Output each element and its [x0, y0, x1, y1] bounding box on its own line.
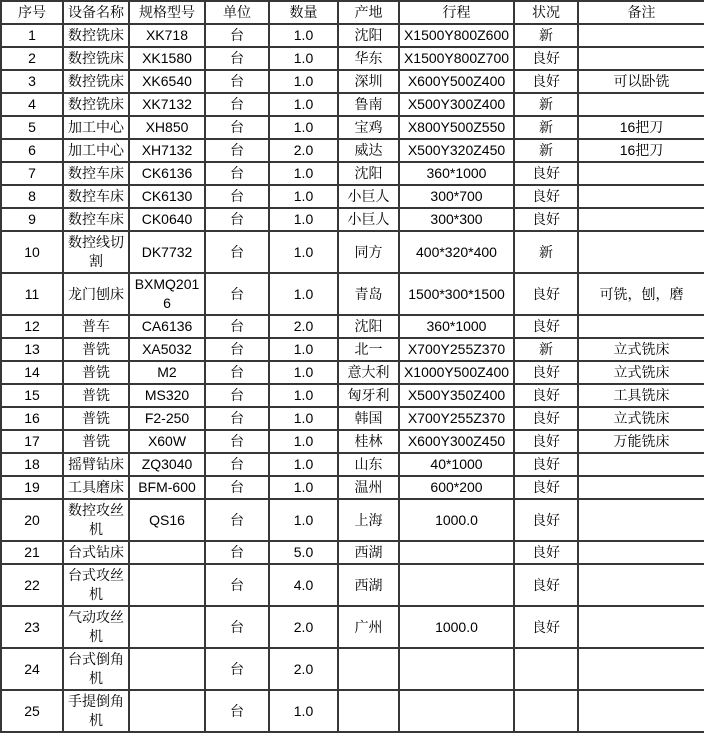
- table-cell: 良好: [514, 70, 578, 93]
- column-header: 数量: [269, 1, 338, 24]
- table-cell: 良好: [514, 606, 578, 648]
- table-cell: 1.0: [269, 273, 338, 315]
- table-row: [1, 315, 704, 338]
- table-cell: 20: [1, 499, 63, 541]
- table-cell: 威达: [338, 139, 399, 162]
- table-cell: 新: [514, 93, 578, 116]
- table-cell: 立式铣床: [578, 407, 704, 430]
- table-cell: 1: [1, 24, 63, 47]
- table-cell: 数控车床: [63, 185, 129, 208]
- table-cell: 1.0: [269, 47, 338, 70]
- table-cell: 匈牙利: [338, 384, 399, 407]
- table-cell: 16: [1, 407, 63, 430]
- table-cell: [578, 499, 704, 541]
- table-cell: CA6136: [129, 315, 205, 338]
- table-cell: 台: [205, 185, 269, 208]
- table-cell: [578, 648, 704, 690]
- table-cell: 1.0: [269, 70, 338, 93]
- table-cell: 良好: [514, 315, 578, 338]
- table-row: [1, 185, 704, 208]
- table-cell: X500Y300Z400: [399, 93, 514, 116]
- table-cell: 1.0: [269, 162, 338, 185]
- table-cell: 温州: [338, 476, 399, 499]
- table-cell: X800Y500Z550: [399, 116, 514, 139]
- table-cell: [578, 47, 704, 70]
- table-cell: X1500Y800Z600: [399, 24, 514, 47]
- table-cell: 6: [1, 139, 63, 162]
- table-cell: 2: [1, 47, 63, 70]
- table-cell: QS16: [129, 499, 205, 541]
- table-cell: X1500Y800Z700: [399, 47, 514, 70]
- table-row: [1, 47, 704, 70]
- table-row: [1, 162, 704, 185]
- table-cell: 广州: [338, 606, 399, 648]
- table-row: [1, 70, 704, 93]
- table-cell: 沈阳: [338, 315, 399, 338]
- table-cell: 上海: [338, 499, 399, 541]
- table-cell: 16把刀: [578, 116, 704, 139]
- table-cell: 良好: [514, 384, 578, 407]
- table-cell: 数控铣床: [63, 24, 129, 47]
- table-cell: XK7132: [129, 93, 205, 116]
- table-cell: [399, 541, 514, 564]
- table-cell: XH7132: [129, 139, 205, 162]
- table-cell: [129, 606, 205, 648]
- table-cell: 新: [514, 338, 578, 361]
- table-cell: 7: [1, 162, 63, 185]
- table-cell: 良好: [514, 361, 578, 384]
- table-cell: 良好: [514, 162, 578, 185]
- table-row: [1, 116, 704, 139]
- column-header: 设备名称: [63, 1, 129, 24]
- table-cell: [399, 648, 514, 690]
- table-cell: 新: [514, 116, 578, 139]
- table-cell: XK1580: [129, 47, 205, 70]
- table-cell: 1.0: [269, 476, 338, 499]
- table-cell: 2.0: [269, 648, 338, 690]
- table-cell: 沈阳: [338, 162, 399, 185]
- table-cell: 台: [205, 407, 269, 430]
- table-cell: 2.0: [269, 315, 338, 338]
- table-row: [1, 430, 704, 453]
- table-cell: 1.0: [269, 384, 338, 407]
- table-cell: 普铣: [63, 361, 129, 384]
- table-cell: 同方: [338, 231, 399, 273]
- table-cell: 韩国: [338, 407, 399, 430]
- table-cell: 23: [1, 606, 63, 648]
- table-cell: 10: [1, 231, 63, 273]
- table-cell: 台: [205, 231, 269, 273]
- table-cell: 台: [205, 47, 269, 70]
- table-cell: 5: [1, 116, 63, 139]
- table-cell: 1000.0: [399, 606, 514, 648]
- table-cell: 21: [1, 541, 63, 564]
- table-cell: 13: [1, 338, 63, 361]
- table-cell: [578, 453, 704, 476]
- table-cell: [129, 690, 205, 732]
- table-cell: 手提倒角机: [63, 690, 129, 732]
- table-cell: 普铣: [63, 384, 129, 407]
- table-cell: X700Y255Z370: [399, 407, 514, 430]
- table-row: [1, 24, 704, 47]
- table-cell: 5.0: [269, 541, 338, 564]
- table-cell: 1.0: [269, 430, 338, 453]
- table-cell: 普车: [63, 315, 129, 338]
- table-cell: 加工中心: [63, 116, 129, 139]
- table-cell: [578, 24, 704, 47]
- table-cell: 台: [205, 24, 269, 47]
- table-cell: 14: [1, 361, 63, 384]
- table-cell: 300*700: [399, 185, 514, 208]
- table-cell: [578, 476, 704, 499]
- table-row: [1, 338, 704, 361]
- table-cell: 小巨人: [338, 208, 399, 231]
- table-cell: 台: [205, 93, 269, 116]
- table-cell: 8: [1, 185, 63, 208]
- table-cell: 台: [205, 361, 269, 384]
- table-cell: [129, 648, 205, 690]
- table-row: [1, 648, 704, 690]
- table-cell: 山东: [338, 453, 399, 476]
- table-row: [1, 361, 704, 384]
- table-cell: [578, 231, 704, 273]
- table-row: [1, 606, 704, 648]
- table-cell: 22: [1, 564, 63, 606]
- table-cell: 4: [1, 93, 63, 116]
- table-cell: 立式铣床: [578, 361, 704, 384]
- table-cell: 19: [1, 476, 63, 499]
- table-cell: 桂林: [338, 430, 399, 453]
- table-cell: 16把刀: [578, 139, 704, 162]
- table-cell: 良好: [514, 499, 578, 541]
- table-cell: 台: [205, 162, 269, 185]
- table-cell: 良好: [514, 273, 578, 315]
- table-cell: 北一: [338, 338, 399, 361]
- table-cell: CK6130: [129, 185, 205, 208]
- table-cell: 1.0: [269, 185, 338, 208]
- table-cell: 1500*300*1500: [399, 273, 514, 315]
- table-cell: DK7732: [129, 231, 205, 273]
- table-cell: 新: [514, 139, 578, 162]
- table-cell: [129, 541, 205, 564]
- table-cell: 台: [205, 453, 269, 476]
- table-cell: 台: [205, 384, 269, 407]
- table-cell: 台: [205, 208, 269, 231]
- table-cell: 良好: [514, 185, 578, 208]
- table-cell: 普铣: [63, 430, 129, 453]
- table-cell: 可铣，刨，磨: [578, 273, 704, 315]
- table-row: [1, 541, 704, 564]
- table-cell: 3: [1, 70, 63, 93]
- table-cell: 台: [205, 499, 269, 541]
- table-cell: [514, 648, 578, 690]
- table-cell: 12: [1, 315, 63, 338]
- table-cell: [578, 564, 704, 606]
- table-cell: [578, 541, 704, 564]
- table-cell: 数控车床: [63, 162, 129, 185]
- table-cell: [578, 690, 704, 732]
- table-row: [1, 453, 704, 476]
- table-cell: 台: [205, 315, 269, 338]
- table-row: [1, 384, 704, 407]
- table-cell: 1.0: [269, 93, 338, 116]
- table-cell: [129, 564, 205, 606]
- table-cell: [338, 648, 399, 690]
- table-cell: CK6136: [129, 162, 205, 185]
- table-cell: 台式倒角机: [63, 648, 129, 690]
- table-cell: 数控车床: [63, 208, 129, 231]
- table-cell: 4.0: [269, 564, 338, 606]
- table-cell: X700Y255Z370: [399, 338, 514, 361]
- table-cell: XK6540: [129, 70, 205, 93]
- table-cell: [578, 208, 704, 231]
- table-cell: 气动攻丝机: [63, 606, 129, 648]
- table-cell: M2: [129, 361, 205, 384]
- table-cell: [399, 564, 514, 606]
- table-cell: X500Y320Z450: [399, 139, 514, 162]
- table-cell: 数控铣床: [63, 47, 129, 70]
- header-row: [1, 1, 704, 24]
- table-cell: 2.0: [269, 606, 338, 648]
- table-cell: MS320: [129, 384, 205, 407]
- table-row: [1, 407, 704, 430]
- table-cell: 台: [205, 70, 269, 93]
- table-cell: 1.0: [269, 208, 338, 231]
- table-cell: BFM-600: [129, 476, 205, 499]
- table-cell: 华东: [338, 47, 399, 70]
- table-cell: 台: [205, 648, 269, 690]
- table-cell: 良好: [514, 407, 578, 430]
- table-cell: 台: [205, 476, 269, 499]
- table-cell: 台式钻床: [63, 541, 129, 564]
- table-cell: [578, 185, 704, 208]
- table-cell: X600Y300Z450: [399, 430, 514, 453]
- table-row: [1, 139, 704, 162]
- table-cell: 24: [1, 648, 63, 690]
- table-cell: 11: [1, 273, 63, 315]
- table-cell: 工具铣床: [578, 384, 704, 407]
- table-cell: 可以卧铣: [578, 70, 704, 93]
- table-cell: 良好: [514, 430, 578, 453]
- table-cell: 工具磨床: [63, 476, 129, 499]
- table-cell: 良好: [514, 476, 578, 499]
- table-cell: [578, 315, 704, 338]
- table-cell: [578, 162, 704, 185]
- table-row: [1, 564, 704, 606]
- table-cell: 龙门刨床: [63, 273, 129, 315]
- table-body: [1, 24, 704, 732]
- column-header: 规格型号: [129, 1, 205, 24]
- table-cell: BXMQ2016: [129, 273, 205, 315]
- table-cell: 台: [205, 430, 269, 453]
- table-cell: 1.0: [269, 338, 338, 361]
- table-row: [1, 93, 704, 116]
- table-cell: 18: [1, 453, 63, 476]
- table-cell: 西湖: [338, 541, 399, 564]
- table-cell: 1.0: [269, 407, 338, 430]
- table-header: [1, 1, 704, 24]
- column-header: 产地: [338, 1, 399, 24]
- table-cell: 良好: [514, 453, 578, 476]
- table-cell: ZQ3040: [129, 453, 205, 476]
- table-cell: X60W: [129, 430, 205, 453]
- table-cell: 万能铣床: [578, 430, 704, 453]
- table-cell: 台: [205, 139, 269, 162]
- table-cell: 摇臂钻床: [63, 453, 129, 476]
- table-cell: 17: [1, 430, 63, 453]
- table-cell: 360*1000: [399, 162, 514, 185]
- table-cell: 1.0: [269, 453, 338, 476]
- table-cell: 1.0: [269, 116, 338, 139]
- table-cell: XA5032: [129, 338, 205, 361]
- table-cell: [399, 690, 514, 732]
- table-row: [1, 273, 704, 315]
- table-cell: 良好: [514, 564, 578, 606]
- table-cell: X1000Y500Z400: [399, 361, 514, 384]
- table-cell: [578, 93, 704, 116]
- table-cell: [338, 690, 399, 732]
- column-header: 序号: [1, 1, 63, 24]
- table-cell: 青岛: [338, 273, 399, 315]
- table-cell: 300*300: [399, 208, 514, 231]
- table-cell: 小巨人: [338, 185, 399, 208]
- table-cell: 鲁南: [338, 93, 399, 116]
- table-row: [1, 208, 704, 231]
- table-cell: 台: [205, 690, 269, 732]
- table-cell: 台: [205, 338, 269, 361]
- table-cell: 1.0: [269, 231, 338, 273]
- table-cell: CK0640: [129, 208, 205, 231]
- table-cell: 台式攻丝机: [63, 564, 129, 606]
- table-cell: 立式铣床: [578, 338, 704, 361]
- column-header: 单位: [205, 1, 269, 24]
- table-cell: 意大利: [338, 361, 399, 384]
- table-cell: 台: [205, 116, 269, 139]
- table-cell: 数控铣床: [63, 70, 129, 93]
- table-cell: 普铣: [63, 338, 129, 361]
- table-cell: 40*1000: [399, 453, 514, 476]
- table-cell: 深圳: [338, 70, 399, 93]
- table-cell: 沈阳: [338, 24, 399, 47]
- table-cell: 1.0: [269, 361, 338, 384]
- table-cell: 数控铣床: [63, 93, 129, 116]
- table-row: [1, 690, 704, 732]
- table-cell: 良好: [514, 208, 578, 231]
- column-header: 备注: [578, 1, 704, 24]
- table-cell: X600Y500Z400: [399, 70, 514, 93]
- table-cell: 台: [205, 606, 269, 648]
- table-cell: 普铣: [63, 407, 129, 430]
- table-row: [1, 476, 704, 499]
- column-header: 行程: [399, 1, 514, 24]
- table-cell: 宝鸡: [338, 116, 399, 139]
- table-cell: 25: [1, 690, 63, 732]
- table-cell: 360*1000: [399, 315, 514, 338]
- table-cell: 1.0: [269, 690, 338, 732]
- table-cell: F2-250: [129, 407, 205, 430]
- table-row: [1, 231, 704, 273]
- table-row: [1, 499, 704, 541]
- table-cell: 数控攻丝机: [63, 499, 129, 541]
- table-cell: XH850: [129, 116, 205, 139]
- table-cell: 良好: [514, 47, 578, 70]
- table-cell: [514, 690, 578, 732]
- table-cell: 台: [205, 273, 269, 315]
- table-cell: 新: [514, 24, 578, 47]
- table-cell: 台: [205, 541, 269, 564]
- table-cell: 良好: [514, 541, 578, 564]
- table-cell: [578, 606, 704, 648]
- table-cell: 1.0: [269, 24, 338, 47]
- table-cell: 400*320*400: [399, 231, 514, 273]
- table-cell: 西湖: [338, 564, 399, 606]
- table-cell: 新: [514, 231, 578, 273]
- table-cell: 600*200: [399, 476, 514, 499]
- table-cell: 2.0: [269, 139, 338, 162]
- table-cell: XK718: [129, 24, 205, 47]
- table-cell: 台: [205, 564, 269, 606]
- table-cell: 数控线切割: [63, 231, 129, 273]
- column-header: 状况: [514, 1, 578, 24]
- table-cell: 加工中心: [63, 139, 129, 162]
- table-cell: 1.0: [269, 499, 338, 541]
- table-cell: X500Y350Z400: [399, 384, 514, 407]
- table-cell: 15: [1, 384, 63, 407]
- table-cell: 9: [1, 208, 63, 231]
- table-cell: 1000.0: [399, 499, 514, 541]
